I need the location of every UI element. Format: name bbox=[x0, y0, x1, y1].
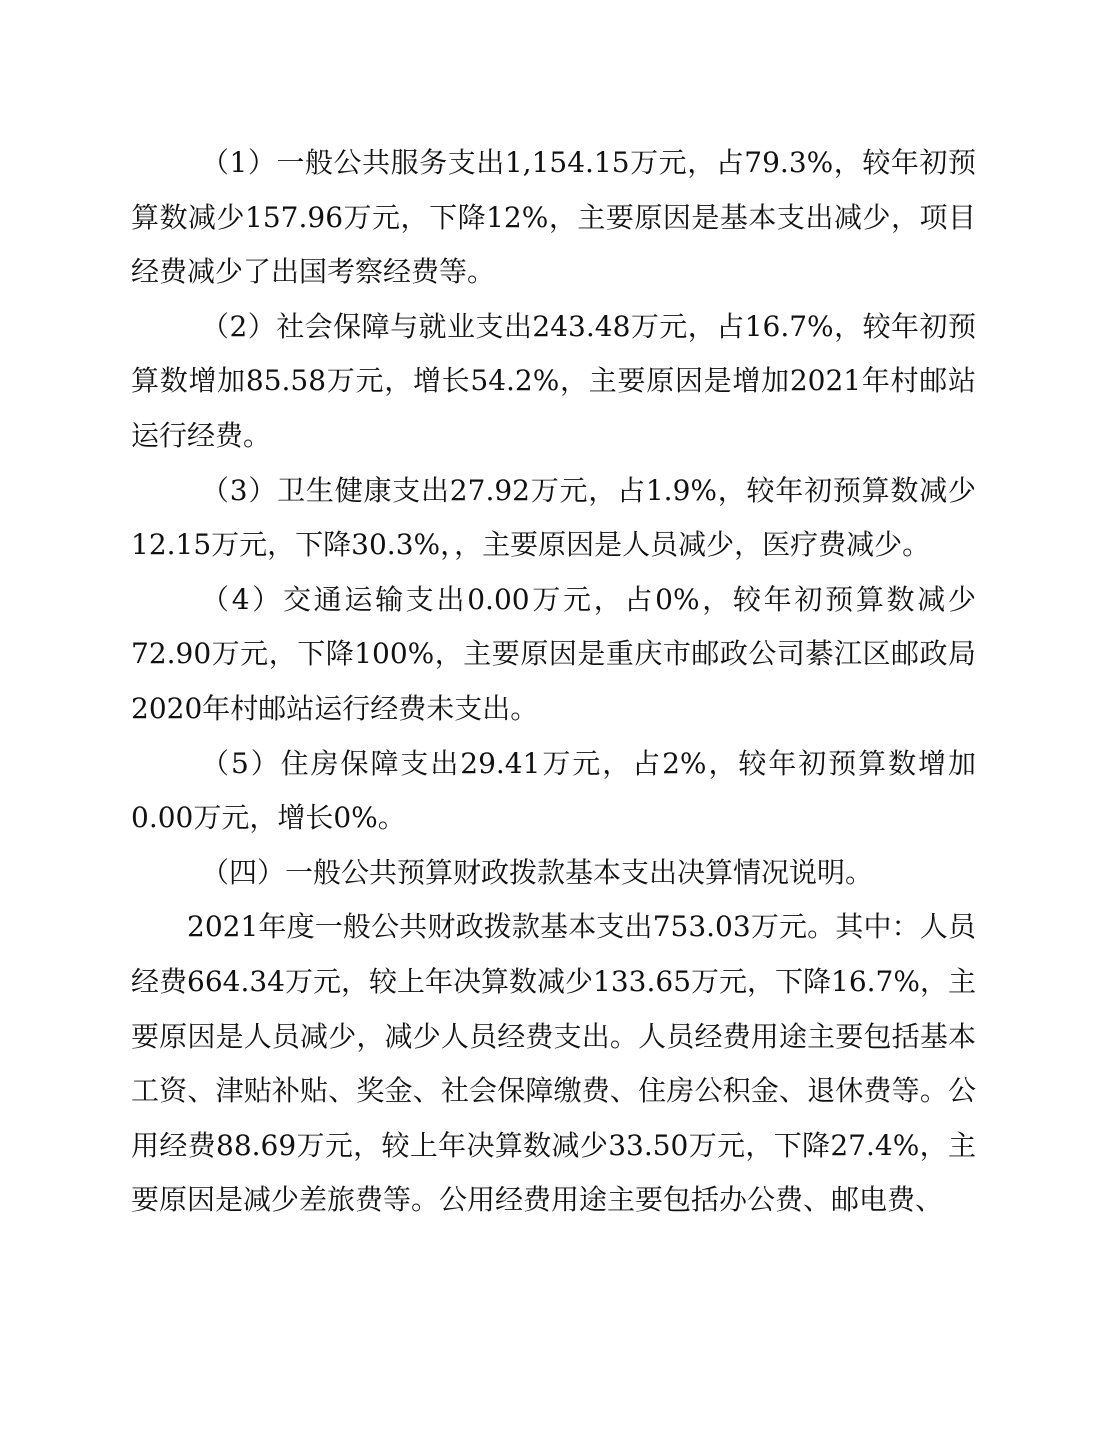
paragraph-transportation: （4）交通运输支出0.00万元，占0%，较年初预算数减少72.90万元，下降100%，主要原因是重庆市邮政公司綦江区邮政局2020年村邮站运行经费未支出。 bbox=[131, 582, 976, 725]
document-page bbox=[131, 136, 976, 1228]
section-heading-basic-expenditure: （四）一般公共预算财政拨款基本支出决算情况说明。 bbox=[201, 855, 874, 889]
paragraph-housing: （5）住房保障支出29.41万元，占2%，较年初预算数增加0.00万元，增长0%。 bbox=[131, 746, 976, 835]
paragraph-basic-expenditure: 2021年度一般公共财政拨款基本支出753.03万元。其中：人员经费664.34万元，较上年决算数减少133.65万元，下降16.7%，主要原因是人员减少，减少人员经费支出。人员经费用途主要包括基本工资、津贴补贴、奖金、社会保障缴费、住房公积金、退休费等。公用经费88.69万元，较上年决算数减少33.50万元，下降27.4%，主要原因是减少差旅费等。公用经费用途主要包括办公费、邮电费、 bbox=[131, 910, 976, 1217]
paragraph-general-public-services: （1）一般公共服务支出1,154.15万元，占79.3%，较年初预算数减少157.96万元，下降12%，主要原因是基本支出减少，项目经费减少了出国考察经费等。 bbox=[131, 146, 976, 289]
paragraph-social-security: （2）社会保障与就业支出243.48万元，占16.7%，较年初预算数增加85.58万元，增长54.2%，主要原因是增加2021年村邮站运行经费。 bbox=[131, 309, 976, 452]
paragraph-health: （3）卫生健康支出27.92万元，占1.9%，较年初预算数减少12.15万元，下降30.3%，，主要原因是人员减少，医疗费减少。 bbox=[131, 473, 976, 562]
